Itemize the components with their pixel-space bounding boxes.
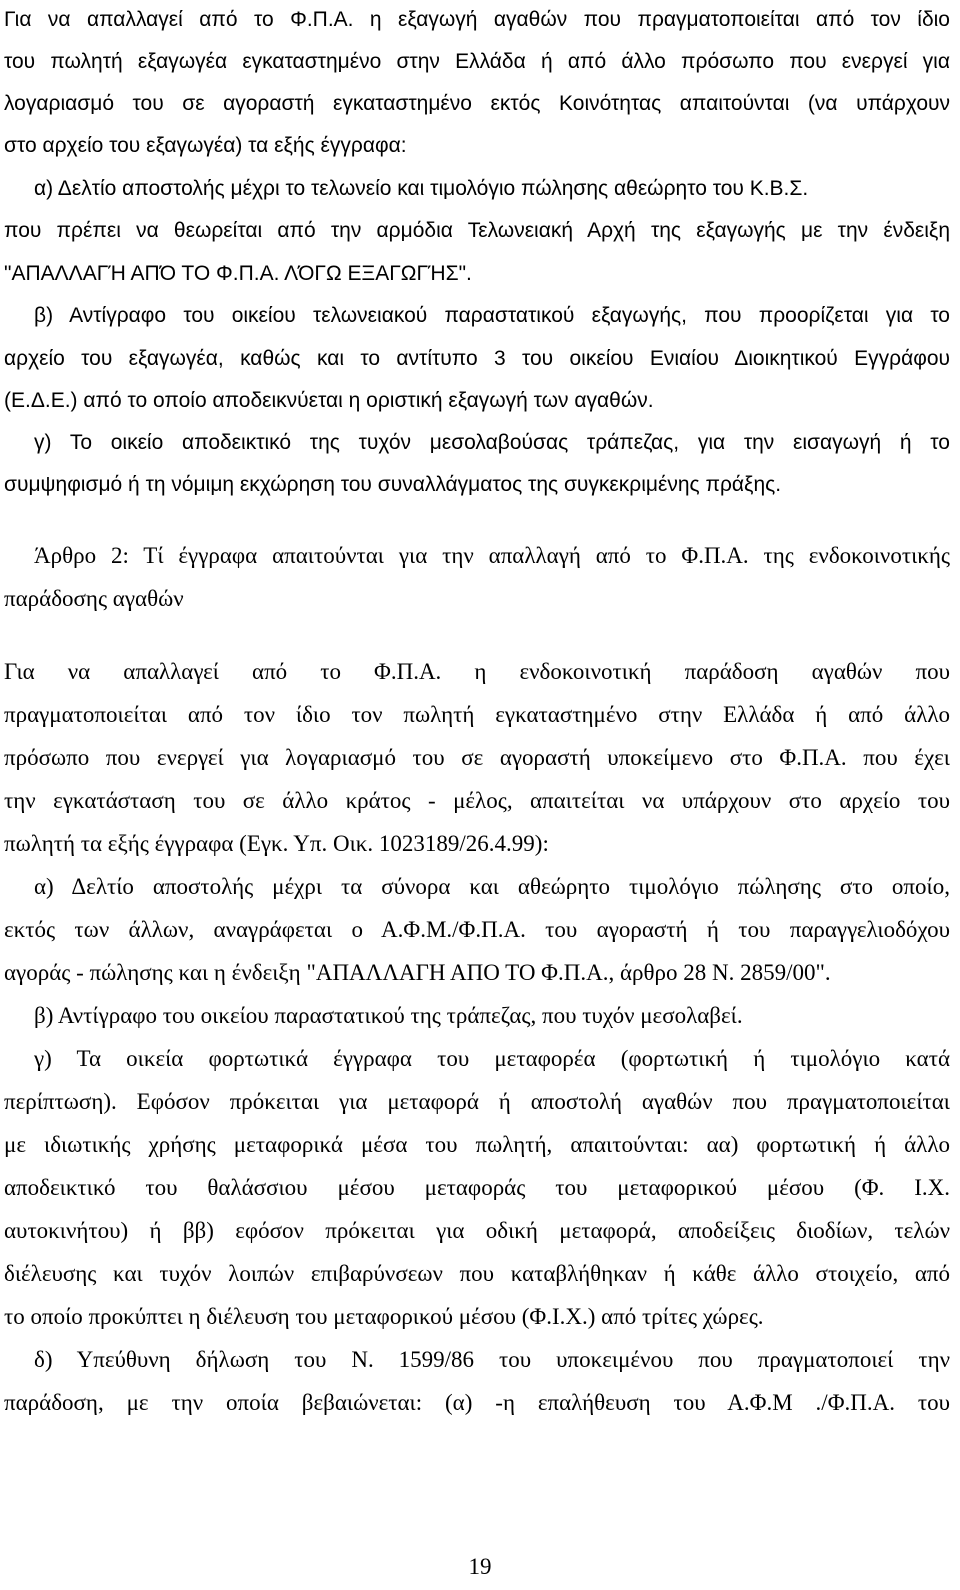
text-line: παράδοση, με την οποία βεβαιώνεται: (α) -η επαλήθευση του Α.Φ.Μ ./Φ.Π.Α. του: [4, 1390, 950, 1415]
text-line: του πωλητή εξαγωγέα εγκαταστημένο στην Ελλάδα ή από άλλο πρόσωπο που ενεργεί για: [4, 50, 950, 73]
text-line: λογαριασμό του σε αγοραστή εγκαταστημένο εκτός Κοινότητας απαιτούνται (να υπάρχουν: [4, 92, 950, 115]
text-line: δ) Υπεύθυνη δήλωση του Ν. 1599/86 του υποκειμένου που πραγματοποιεί την: [34, 1347, 950, 1372]
text-line: β) Αντίγραφο του οικείου τελωνειακού παραστατικού εξαγωγής, που προορίζεται για το: [34, 304, 950, 327]
text-line: (Ε.Δ.Ε.) από το οποίο αποδεικνύεται η οριστική εξαγωγή των αγαθών.: [4, 389, 654, 412]
text-line: αποδεικτικό του θαλάσσιου μέσου μεταφοράς του μεταφορικού μέσου (Φ. Ι.Χ.: [4, 1175, 950, 1200]
article-heading: παράδοσης αγαθών: [4, 586, 184, 611]
text-line: την εγκατάσταση του σε άλλο κράτος - μέλος, απαιτείται να υπάρχουν στο αρχείο του: [4, 788, 950, 813]
text-line: αγοράς - πώλησης και η ένδειξη "ΑΠΑΛΛΑΓΗ ΑΠΟ ΤΟ Φ.Π.Α., άρθρο 28 Ν. 2859/00".: [4, 960, 831, 985]
text-line: εκτός των άλλων, αναγράφεται ο Α.Φ.Μ./Φ.Π.Α. του αγοραστή ή του παραγγελιοδόχου: [4, 917, 950, 942]
text-line: γ) Τα οικεία φορτωτικά έγγραφα του μεταφορέα (φορτωτική ή τιμολόγιο κατά: [34, 1046, 950, 1071]
text-line: πραγματοποιείται από τον ίδιο τον πωλητή εγκαταστημένο στην Ελλάδα ή από άλλο: [4, 702, 950, 727]
page-number: 19: [468, 1554, 492, 1579]
text-line: Για να απαλλαγεί από το Φ.Π.Α. η εξαγωγή αγαθών που πραγματοποιείται από τον ίδιο: [4, 8, 950, 31]
text-line: συμψηφισμό ή τη νόμιμη εκχώρηση του συναλλάγματος της συγκεκριμένης πράξης.: [4, 473, 782, 496]
text-line: που πρέπει να θεωρείται από την αρμόδια Τελωνειακή Αρχή της εξαγωγής με την ένδειξη: [4, 219, 950, 242]
text-line: γ) Το οικείο αποδεικτικό της τυχόν μεσολαβούσας τράπεζας, για την εισαγωγή ή το: [34, 431, 950, 454]
text-line: στο αρχείο του εξαγωγέα) τα εξής έγγραφα:: [4, 134, 407, 157]
text-line: "ΑΠΑΛΛΑΓΉ ΑΠΌ ΤΟ Φ.Π.Α. ΛΌΓΩ ΕΞΑΓΩΓΉΣ".: [4, 262, 472, 285]
text-line: α) Δελτίο αποστολής μέχρι τα σύνορα και αθεώρητο τιμολόγιο πώλησης στο οποίο,: [34, 874, 950, 899]
text-line: β) Αντίγραφο του οικείου παραστατικού της τράπεζας, που τυχόν μεσολαβεί.: [34, 1003, 743, 1028]
text-line: αρχείο του εξαγωγέα, καθώς και το αντίτυπο 3 του οικείου Ενιαίου Διοικητικού Εγγράφου: [4, 347, 950, 370]
article-heading: Άρθρο 2: Τί έγγραφα απαιτούνται για την απαλλαγή από το Φ.Π.Α. της ενδοκοινοτικής: [34, 543, 950, 568]
text-line: διέλευσης και τυχόν λοιπών επιβαρύνσεων που καταβλήθηκαν ή κάθε άλλο στοιχείο, από: [4, 1261, 950, 1286]
text-line: αυτοκινήτου) ή ββ) εφόσον πρόκειται για οδική μεταφορά, αποδείξεις διοδίων, τελών: [4, 1218, 950, 1243]
text-line: Για να απαλλαγεί από το Φ.Π.Α. η ενδοκοινοτική παράδοση αγαθών που: [4, 659, 950, 684]
text-line: πωλητή τα εξής έγγραφα (Εγκ. Υπ. Οικ. 1023189/26.4.99):: [4, 831, 549, 856]
text-line: πρόσωπο που ενεργεί για λογαριασμό του σε αγοραστή υποκείμενο στο Φ.Π.Α. που έχει: [4, 745, 950, 770]
text-line: περίπτωση). Εφόσον πρόκειται για μεταφορά ή αποστολή αγαθών που πραγματοποιείται: [4, 1089, 950, 1114]
text-line: με ιδιωτικής χρήσης μεταφορικά μέσα του πωλητή, απαιτούνται: αα) φορτωτική ή άλλο: [4, 1132, 950, 1157]
text-line: α) Δελτίο αποστολής μέχρι το τελωνείο και τιμολόγιο πώλησης αθεώρητο του Κ.Β.Σ.: [34, 177, 809, 200]
text-line: το οποίο προκύπτει η διέλευση του μεταφορικού μέσου (Φ.Ι.Χ.) από τρίτες χώρες.: [4, 1304, 764, 1329]
